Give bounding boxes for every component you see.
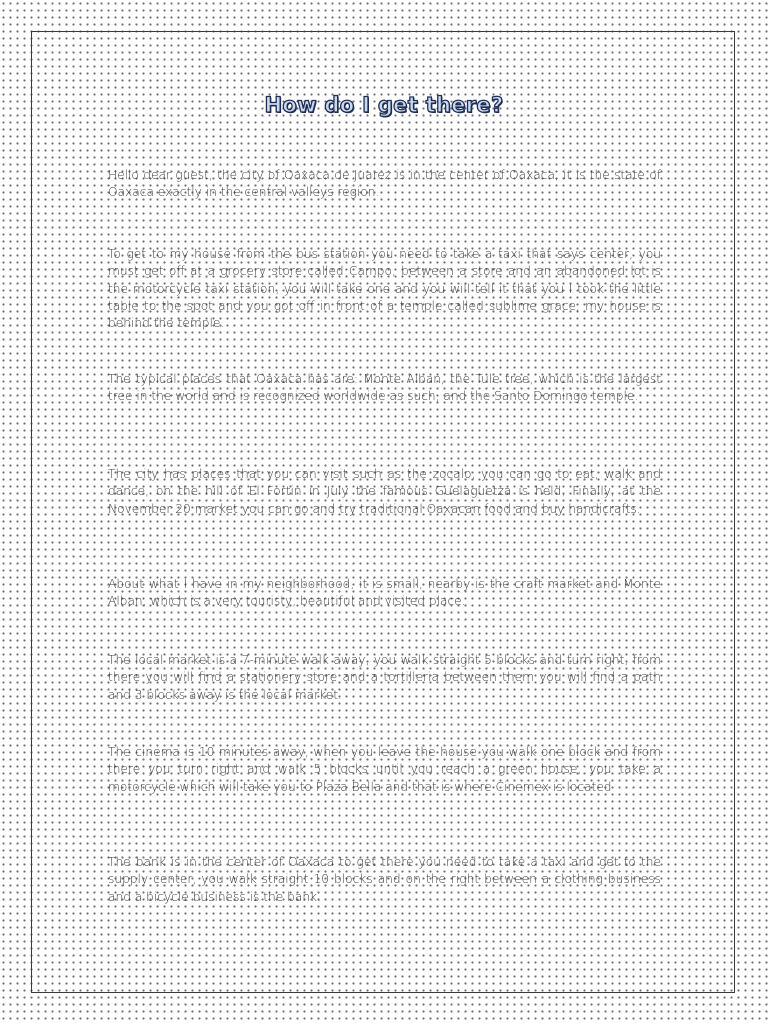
paragraph-intro: Hello dear guest, the city of Oaxaca de Juarez is in the center of Oaxaca, it is the state of Oaxaca exactly in the central valleys region. (108, 168, 661, 200)
paragraph-neighborhood: About what I have in my neighborhood, it is small, nearby is the craft market and Monte Alban, which is a very touristy, beautiful and visited place. (108, 577, 661, 609)
paragraph-local-market: The local market is a 7-minute walk away, you walk straight 5 blocks and turn right, from there you will find a stationery store and a tortilleria between them you will find a path and 3 blocks away is the local market. (108, 653, 661, 702)
paragraph-cinema: The cinema is 10 minutes away, when you leave the house you walk one block and from there you turn right and walk 5 blocks until you reach a green house, you take a motorcycle which will take you to Plaza Bella and that is where Cinemex is located (108, 745, 661, 794)
paragraph-bank: The bank is in the center of Oaxaca to get there you need to take a taxi and get to the supply center, you walk straight 10 blocks and on the right between a clothing business and a bicycle business is the bank. (108, 855, 661, 904)
document-title: How do I get there? (264, 93, 504, 117)
paragraph-typical-places: The typical places that Oaxaca has are: Monte Alban, the Tule tree, which is the largest tree in the world and is recognized worldwide as such, and the Santo Domingo temple. (108, 372, 661, 404)
paragraph-city-places: The city has places that you can visit such as the zocalo, you can go to eat, walk and dance, on the hill of El Fortin in July the famous Guelaguetza is held, Finally, at the November 20 market you can go and try traditional Oaxacan food and buy handicrafts. (108, 467, 661, 516)
paragraph-directions-house: To get to my house from the bus station you need to take a taxi that says center, you must get off at a grocery store called Campo, between a store and an abandoned lot is the motorcycle taxi station, you will take one and you will tell it that you I took the little table to the spot and you got off in front of a temple called sublime grace, my house is behind the temple. (108, 247, 661, 331)
